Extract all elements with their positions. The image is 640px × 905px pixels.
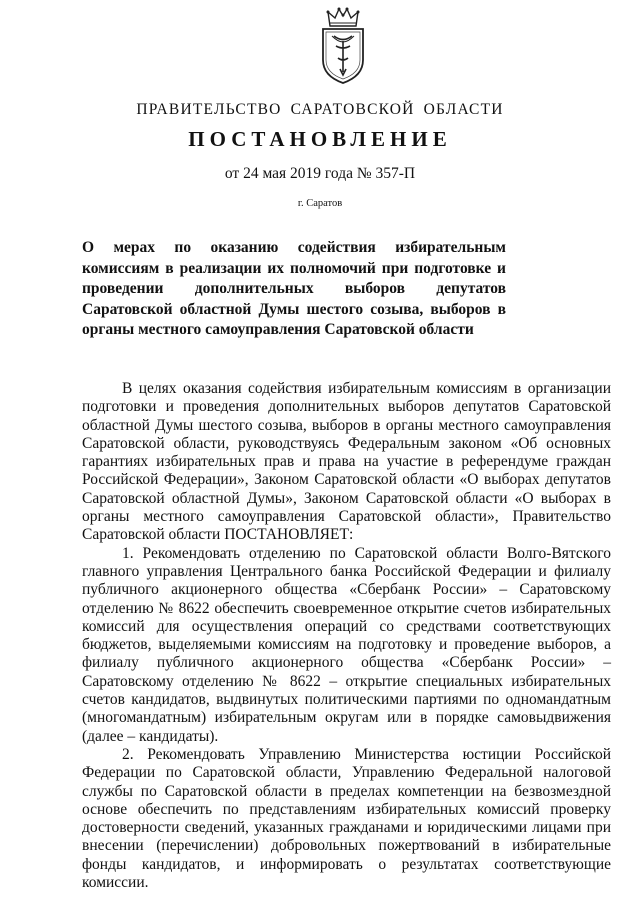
document-title: О мерах по оказанию содействия избирательным комиссиям в реализации их полномочий при подготовке и проведении дополнительных выборов депутатов Саратовской областной Думы шестого созыва, выборов в органы местного самоуправления Саратовской области	[82, 239, 506, 338]
document-date-number: от 24 мая 2019 года № 357-П	[224, 165, 416, 182]
saratov-coat-of-arms-icon	[318, 6, 368, 86]
government-name: ПРАВИТЕЛЬСТВО САРАТОВСКОЙ ОБЛАСТИ	[136, 101, 504, 118]
document-body	[82, 380, 611, 892]
body-paragraph-2: 2. Рекомендовать Управлению Министерства юстиции Российской Федерации по Саратовской области, Управлению Федеральной налоговой службы по Саратовской области в пределах компетенции на безвозмездной основе обеспечить по представлениям избирательных комиссий проверку достоверности сведений, указанных гражданами и юридическими лицами при внесении (перечислении) добровольных пожертвований в избирательные фонды кандидатов, и информировать о результатах соответствующие комиссии.	[82, 745, 611, 892]
body-paragraph-preamble: В целях оказания содействия избирательным комиссиям в организации подготовки и проведения дополнительных выборов депутатов Саратовской областной Думы шестого созыва, выборов в органы местного самоуправления Саратовской области, руководствуясь Федеральным законом «Об основных гарантиях избирательных прав и права на участие в референдуме граждан Российской Федерации», Законом Саратовской области «О выборах депутатов Саратовской областной Думы», Законом Саратовской области «О выборах в органы местного самоуправления Саратовской области», Правительство Саратовской области ПОСТАНОВЛЯЕТ:	[82, 380, 611, 544]
document-city: г. Саратов	[297, 198, 343, 209]
body-paragraph-1: 1. Рекомендовать отделению по Саратовской области Волго-Вятского главного управления Центрального банка Российской Федерации и филиалу публичного акционерного общества «Сбербанк России» – Саратовскому отделению № 8622 обеспечить своевременное открытие счетов избирательных комиссий для осуществления операций со средствами соответствующих бюджетов, выделяемыми комиссиям на подготовку и проведение выборов, а филиалу публичного акционерного общества «Сбербанк России» – Саратовскому отделению № 8622 – открытие специальных избирательных счетов кандидатов, выдвинутых политическими партиями по одномандатным (многомандатным) избирательным округам или в порядке самовыдвижения (далее – кандидаты).	[82, 544, 611, 745]
document-type: ПОСТАНОВЛЕНИЕ	[188, 127, 452, 151]
